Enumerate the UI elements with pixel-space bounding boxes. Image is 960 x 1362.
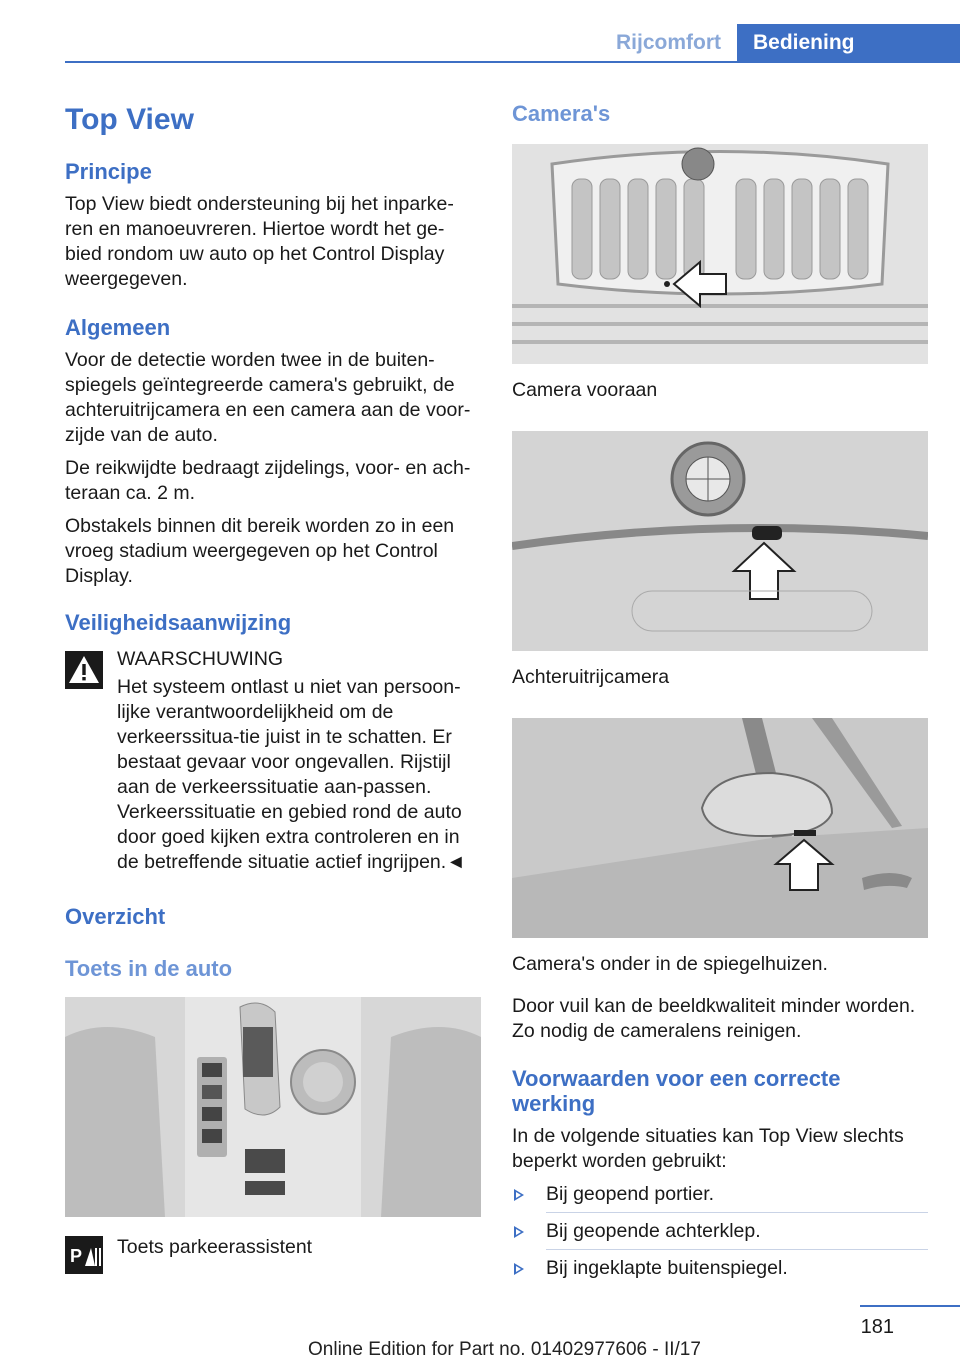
rear-camera-photo [512,431,928,651]
overzicht-heading: Overzicht [65,904,166,929]
warning-text: Het systeem ontlast u niet van persoon-lijke verantwoordelijkheid om de verkeerssitua-tie juist in te schatten. Er bestaat gevaar voor ongevallen. Rijstijl aan de verkeerssituatie aan-passen. Verkeerssituatie en gebied rond de auto door goed kijken extra controleren en in de betreffende situatie actief ingrijpen.◄ [117,676,466,873]
left-column [65,96,481,1266]
algemeen-paragraph-3: Obstakels binnen dit bereik worden zo in een vroeg stadium weergegeven op het Control Display. [65,515,455,587]
bullet-triangle-icon [514,1226,524,1238]
algemeen-paragraph-2: De reikwijdte bedraagt zijdelings, voor- en ach-teraan ca. 2 m. [65,457,471,504]
bullet-triangle-icon [514,1189,524,1201]
warning-label: WAARSCHUWING [117,648,284,670]
clean-lens-text: Door vuil kan de beeldkwaliteit minder worden. Zo nodig de cameralens reinigen. [512,995,916,1042]
front-camera-photo [512,144,928,364]
caption-rear-camera: Achteruitrijcamera [512,666,670,688]
toets-caption: Toets parkeerassistent [117,1236,313,1258]
divider [546,1249,928,1250]
header-chapter-tab: Bediening [737,24,960,62]
warning-icon [65,651,103,689]
header-rule [65,61,960,63]
divider [546,1212,928,1213]
warning-block [65,647,481,875]
toets-heading: Toets in de auto [65,956,233,981]
principe-text: Top View biedt ondersteuning bij het inparke-ren en manoeuvreren. Hiertoe wordt het ge-bied rondom uw auto op het Control Display weergegeven. [65,193,454,290]
algemeen-heading: Algemeen [65,315,171,340]
list-item-text: Bij geopende achterklep. [546,1220,761,1242]
center-console-photo [65,997,481,1217]
right-column [512,100,928,1281]
algemeen-paragraph-1: Voor de detectie worden twee in de buiten-spiegels geïntegreerde camera's gebruikt, de achteruitrijcamera en een camera aan de voor-zijde van de auto. [65,349,471,446]
caption-front-camera: Camera vooraan [512,379,658,401]
park-assistant-icon [65,1236,103,1274]
header-section-tab: Rijcomfort [616,31,721,54]
principe-heading: Principe [65,159,152,184]
mirror-camera-photo [512,718,928,938]
svg-text:P: P [70,1246,83,1266]
footer-rule [860,1305,960,1307]
list-item [512,1256,928,1281]
list-item [512,1219,928,1250]
caption-mirror-cameras: Camera's onder in de spiegelhuizen. [512,953,828,975]
veiligheid-heading: Veiligheidsaanwijzing [65,610,292,635]
page-number: 181 [860,1316,894,1338]
list-item-text: Bij geopend portier. [546,1183,715,1205]
bullet-triangle-icon [514,1263,524,1275]
cameras-heading: Camera's [512,101,611,126]
toets-caption-row [65,1235,481,1266]
list-item-text: Bij ingeklapte buitenspiegel. [546,1257,788,1279]
voorwaarden-heading: Voorwaarden voor een correcte werking [512,1066,841,1116]
edition-line: Online Edition for Part no. 01402977606 - II/17 [308,1339,701,1360]
conditions-list [512,1182,928,1281]
list-item [512,1182,928,1213]
voorwaarden-text: In de volgende situaties kan Top View slechts beperkt worden gebruikt: [512,1125,904,1172]
page-title: Top View [65,103,194,136]
